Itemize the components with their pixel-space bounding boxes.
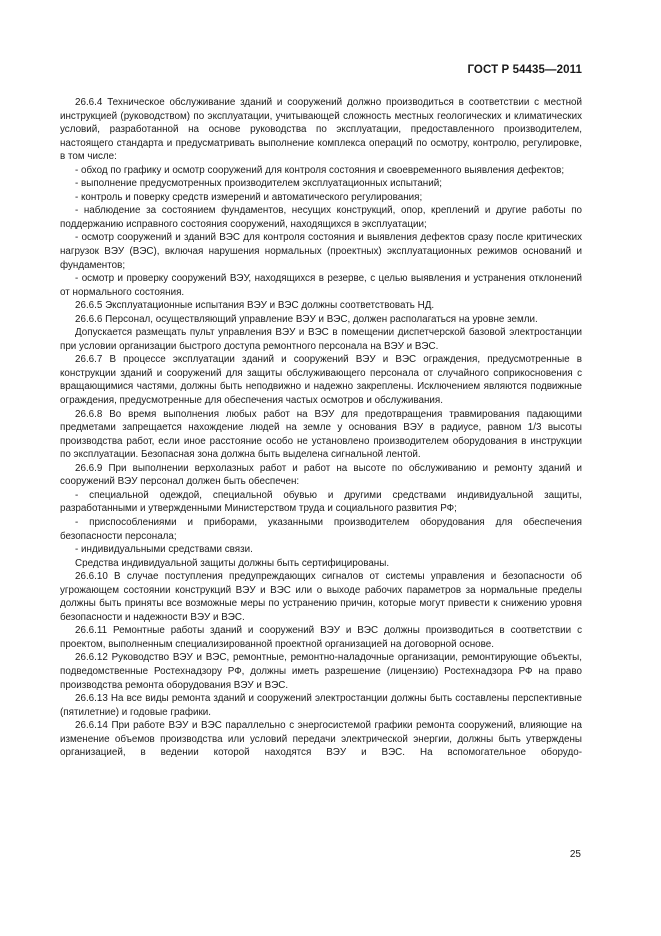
list-item: - приспособлениями и приборами, указанными производителем оборудования для обеспечения безопасности персонала; (60, 516, 582, 542)
paragraph: 26.6.12 Руководство ВЭУ и ВЭС, ремонтные, ремонтно-наладочные организации, ремонтирующие объекты, подведомственные Ростехнадзору РФ, должны иметь разрешение (лицензию) Ростехнадзора РФ на право производства ремонта оборудования ВЭУ и ВЭС. (60, 652, 582, 691)
paragraph: 26.6.6 Персонал, осуществляющий управление ВЭУ и ВЭС, должен располагаться на уровне земли. (75, 313, 538, 325)
paragraph: 26.6.10 В случае поступления предупреждающих сигналов от системы управления и безопасности об угрожающем состоянии конструкций ВЭУ и ВЭС или о выходе рабочих параметров за нормальные пределы должны быть приняты все возможные меры по устранению причин, которые могут привести к снижению уровня безопасности и надежности ВЭУ и ВЭС. (60, 571, 582, 623)
document-body (60, 96, 582, 760)
paragraph: 26.6.8 Во время выполнения любых работ на ВЭУ для предотвращения травмирования падающими предметами запрещается нахождение людей на земле у основания ВЭУ в радиусе, равном 1/3 высоты производства работ, если иное расстояние особо не установлено производителем оборудования в инструкции по эксплуатации. Безопасная зона должна быть выделена сигнальной лентой. (60, 408, 582, 461)
list-item: - выполнение предусмотренных производителем эксплуатационных испытаний; (75, 178, 442, 190)
paragraph: 26.6.14 При работе ВЭУ и ВЭС параллельно с энергосистемой графики ремонта сооружений, влияющие на изменение объемов производства или условий передачи электрической энергии, должны быть утверждены организацией, в ведении которой находятся ВЭУ и ВЭС. На вспомогательное оборудо- (60, 720, 582, 759)
paragraph: Средства индивидуальной защиты должны быть сертифицированы. (75, 557, 390, 569)
list-item: - осмотр и проверку сооружений ВЭУ, находящихся в резерве, с целью выявления и устранения отклонений от нормального состояния. (60, 273, 582, 298)
list-item: - специальной одеждой, специальной обувью и другими средствами индивидуальной защиты, разработанными и утвержденными Министерством труда и социального развития РФ; (60, 489, 582, 515)
paragraph: 26.6.13 На все виды ремонта зданий и сооружений электростанции должны быть составлены перспективные (пятилетние) и годовые графики. (60, 693, 582, 718)
page-number: 25 (569, 849, 581, 860)
list-item: - индивидуальными средствами связи. (75, 544, 253, 556)
list-item: - наблюдение за состоянием фундаментов, несущих конструкций, опор, креплений и другие работы по поддержанию исправного состояния сооружений, находящихся в эксплуатации; (60, 205, 582, 230)
paragraph: Допускается размещать пульт управления ВЭУ и ВЭС в помещении диспетчерской базовой электростанции при условии организации быстрого доступа ремонтного персонала на ВЭУ и ВЭС. (60, 327, 582, 352)
paragraph: 26.6.9 При выполнении верхолазных работ и работ на высоте по обслуживанию и ремонту зданий и сооружений ВЭУ персонал должен быть обеспечен: (60, 462, 582, 488)
list-item: - осмотр сооружений и зданий ВЭС для контроля состояния и выявления дефектов сразу после критических нагрузок ВЭУ (ВЭС), включая нарушения нормальных (проектных) эксплуатационных режимов оснований и фундаментов; (60, 232, 582, 271)
list-item: - обход по графику и осмотр сооружений для контроля состояния и своевременного выявления дефектов; (75, 164, 565, 176)
document-header: ГОСТ Р 54435—2011 (467, 64, 582, 76)
list-item: - контроль и поверку средств измерений и автоматического регулирования; (75, 191, 423, 203)
paragraph: 26.6.7 В процессе эксплуатации зданий и сооружений ВЭУ и ВЭС ограждения, предусмотренные в конструкции зданий и сооружений для защиты обслуживающего персонала от случайного соприкосновения с вращающимися частями, должны быть неподвижно и надежно закреплены. Исключением являются подвижные ограждения, предусмотренные для обеспечения частых осмотров и обслуживания. (60, 354, 582, 407)
paragraph: 26.6.5 Эксплуатационные испытания ВЭУ и ВЭС должны соответствовать НД. (75, 300, 435, 312)
paragraph: 26.6.4 Техническое обслуживание зданий и сооружений должно производиться в соответствии с местной инструкцией (руководством) по эксплуатации, учитывающей сложность местных геологических и климатических условий, разработанной на основе руководства по эксплуатации, предоставленного производителем, настоящего стандарта и предусматривать выполнение комплекса операций по осмотру, контролю, регулировке, в том числе: (60, 97, 582, 163)
paragraph: 26.6.11 Ремонтные работы зданий и сооружений ВЭУ и ВЭС должны производиться в соответствии с проектом, выполненным специализированной проектной организацией на договорной основе. (60, 625, 582, 650)
